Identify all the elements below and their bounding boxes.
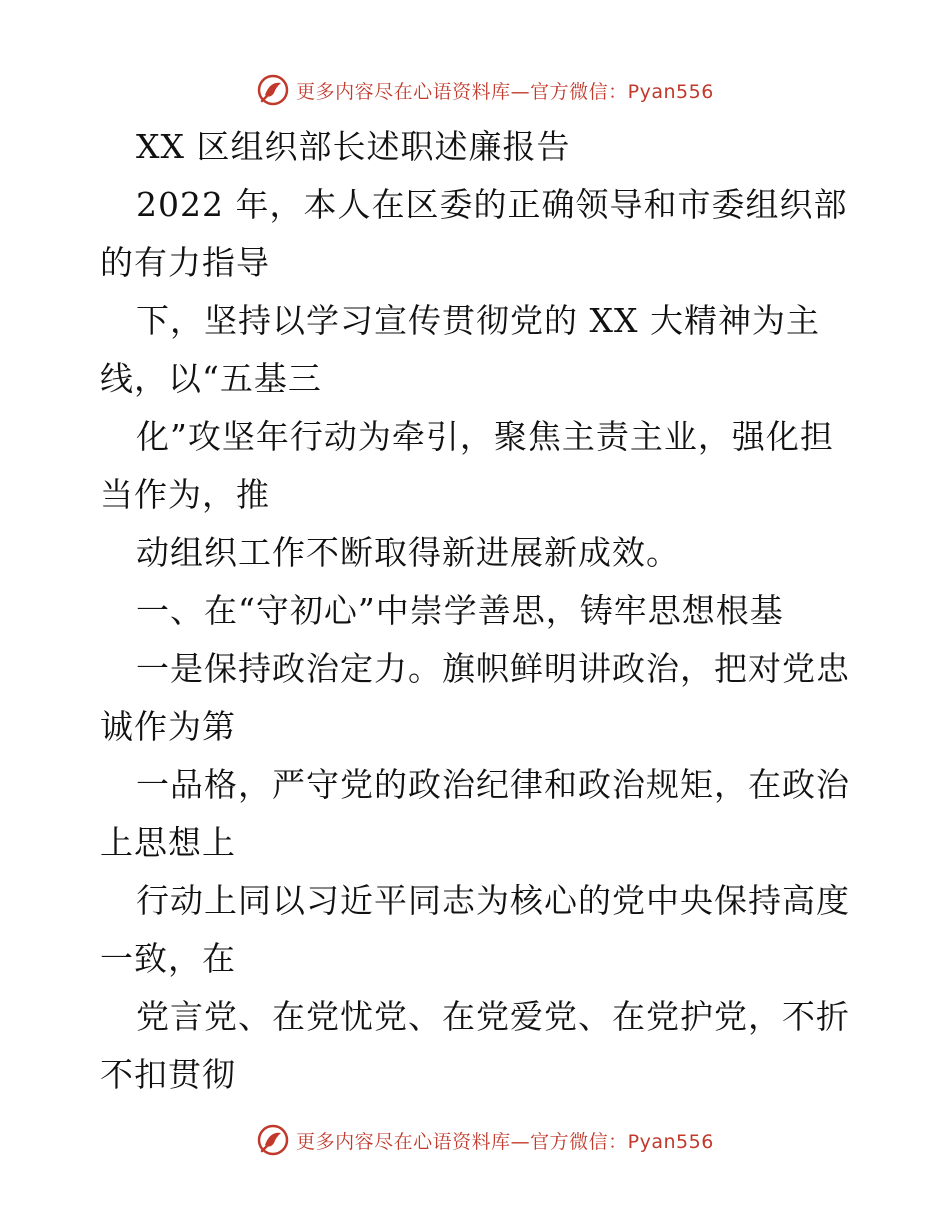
footer-banner — [0, 1120, 950, 1160]
paragraph-line: 一致，在 — [100, 939, 236, 978]
paragraph-line: 一是保持政治定力。旗帜鲜明讲政治，把对党忠 — [136, 649, 850, 688]
paragraph-line: 诚作为第 — [100, 707, 236, 746]
paragraph-line: 线，以“五基三 — [100, 359, 322, 398]
paragraph-line: 上思想上 — [100, 823, 236, 862]
paragraph-line: 动组织工作不断取得新进展新成效。 — [136, 533, 680, 572]
brand-logo-icon — [256, 73, 290, 107]
header-banner-text: 更多内容尽在心语资料库—官方微信：Pyan556 — [296, 80, 714, 103]
paragraph-line: 2022 年，本人在区委的正确领导和市委组织部 — [136, 185, 848, 224]
header-banner — [0, 70, 950, 110]
brand-logo-icon — [256, 1123, 290, 1157]
paragraph-line: 党言党、在党忧党、在党爱党、在党护党，不折 — [136, 997, 850, 1036]
header-banner-content — [256, 73, 714, 107]
section-heading: 一、在“守初心”中崇学善思，铸牢思想根基 — [136, 591, 784, 630]
paragraph-line: 一品格，严守党的政治纪律和政治规矩，在政治 — [136, 765, 850, 804]
paragraph-line: 不扣贯彻 — [100, 1055, 236, 1094]
paragraph-line: 的有力指导 — [100, 243, 270, 282]
document-title: XX 区组织部长述职述廉报告 — [136, 127, 571, 166]
paragraph-line: 当作为，推 — [100, 475, 270, 514]
paragraph-line: 化”攻坚年行动为牵引，聚焦主责主业，强化担 — [136, 417, 834, 456]
footer-banner-content — [256, 1123, 714, 1157]
paragraph-line: 行动上同以习近平同志为核心的党中央保持高度 — [136, 881, 850, 920]
footer-banner-text: 更多内容尽在心语资料库—官方微信：Pyan556 — [296, 1130, 714, 1153]
paragraph-line: 下，坚持以学习宣传贯彻党的 XX 大精神为主 — [136, 301, 820, 340]
